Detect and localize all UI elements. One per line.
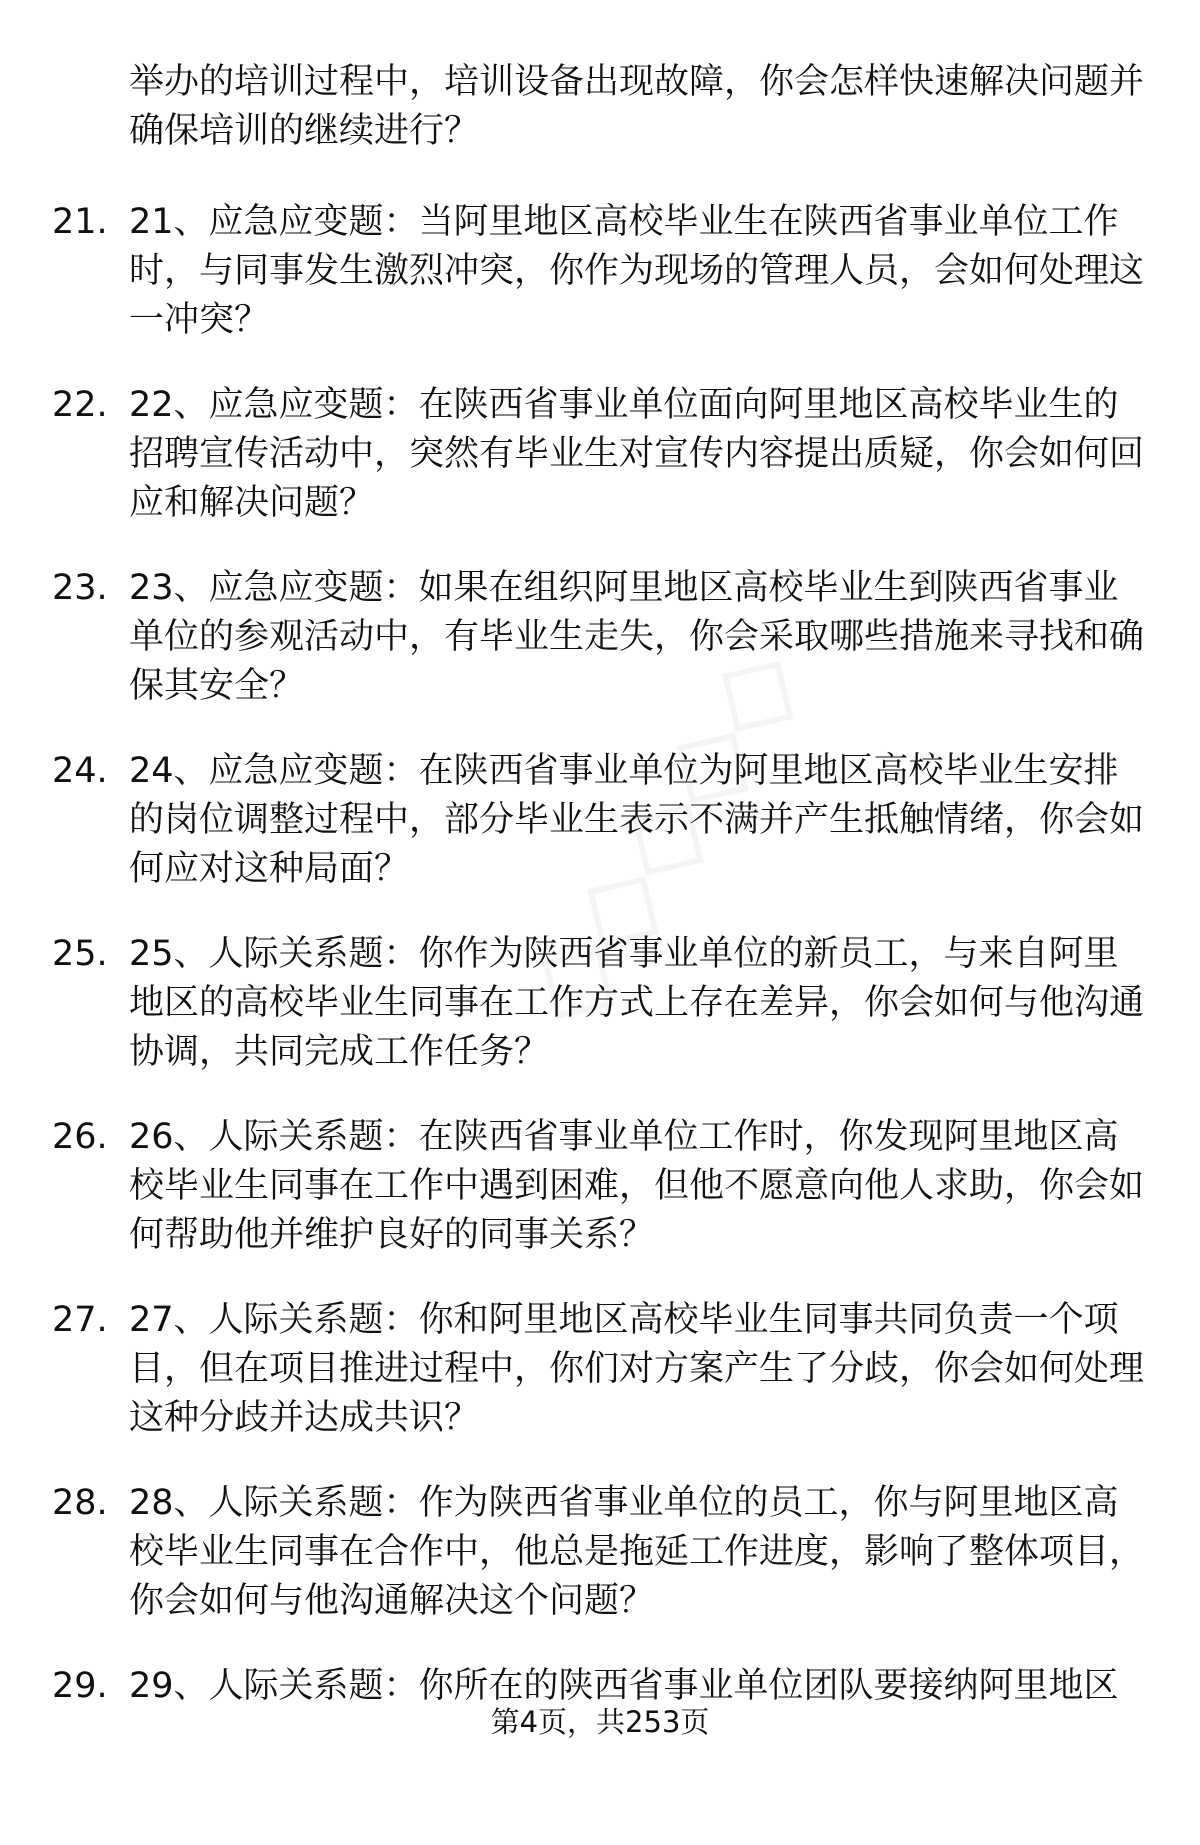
question-text: 26、人际关系题：在陕西省事业单位工作时，你发现阿里地区高校毕业生同事在工作中遇到困难，但他不愿意向他人求助，你会如何帮助他并维护良好的同事关系？ — [129, 1117, 1145, 1255]
question-text: 21、应急应变题：当阿里地区高校毕业生在陕西省事业单位工作时，与同事发生激烈冲突，你作为现场的管理人员，会如何处理这一冲突？ — [129, 202, 1145, 340]
question-text: 22、应急应变题：在陕西省事业单位面向阿里地区高校毕业生的招聘宣传活动中，突然有毕业生对宣传内容提出质疑，你会如何回应和解决问题？ — [129, 385, 1145, 523]
question-text: 28、人际关系题：作为陕西省事业单位的员工，你与阿里地区高校毕业生同事在合作中，他总是拖延工作进度，影响了整体项目，你会如何与他沟通解决这个问题？ — [129, 1483, 1145, 1621]
question-text: 23、应急应变题：如果在组织阿里地区高校毕业生到陕西省事业单位的参观活动中，有毕业生走失，你会采取哪些措施来寻找和确保其安全？ — [129, 568, 1145, 706]
question-number: 28. — [52, 1483, 108, 1523]
list-item — [0, 1662, 1200, 1845]
list-item — [0, 381, 1200, 564]
list-item — [0, 1113, 1200, 1296]
continuation-paragraph: 举办的培训过程中，培训设备出现故障，你会怎样快速解决问题并确保培训的继续进行？ — [129, 62, 1145, 151]
list-item — [0, 930, 1200, 1113]
question-number: 24. — [52, 751, 108, 791]
question-text: 29、人际关系题：你所在的陕西省事业单位团队要接纳阿里地区 — [129, 1666, 1119, 1706]
question-list — [0, 198, 1200, 1845]
question-number: 26. — [52, 1117, 108, 1157]
page-footer: 第4页，共253页 — [490, 1705, 710, 1739]
list-item — [0, 747, 1200, 930]
question-text: 25、人际关系题：你作为陕西省事业单位的新员工，与来自阿里地区的高校毕业生同事在工作方式上存在差异，你会如何与他沟通协调，共同完成工作任务？ — [129, 934, 1145, 1072]
question-number: 22. — [52, 385, 108, 425]
question-number: 25. — [52, 934, 108, 974]
question-text: 24、应急应变题：在陕西省事业单位为阿里地区高校毕业生安排的岗位调整过程中，部分毕业生表示不满并产生抵触情绪，你会如何应对这种局面？ — [129, 751, 1145, 889]
list-item — [0, 564, 1200, 747]
question-text: 27、人际关系题：你和阿里地区高校毕业生同事共同负责一个项目，但在项目推进过程中，你们对方案产生了分歧，你会如何处理这种分歧并达成共识？ — [129, 1300, 1145, 1438]
question-number: 29. — [52, 1666, 108, 1706]
list-item — [0, 1296, 1200, 1479]
question-number: 23. — [52, 568, 108, 608]
question-number: 27. — [52, 1300, 108, 1340]
list-item — [0, 198, 1200, 381]
list-item — [0, 1479, 1200, 1662]
question-number: 21. — [52, 202, 108, 242]
